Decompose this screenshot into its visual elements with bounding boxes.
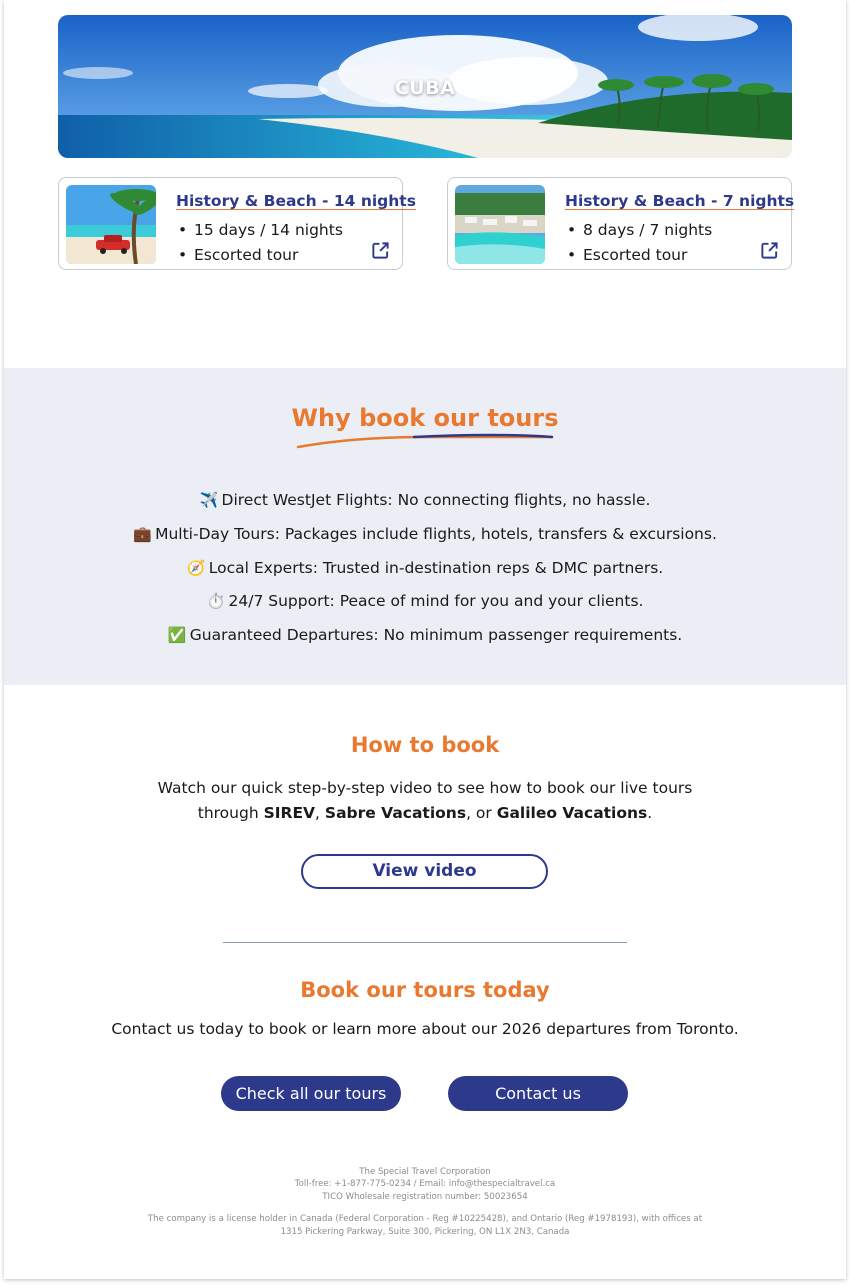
tour-title-link[interactable]: History & Beach - 14 nights [176, 192, 416, 210]
tour-type: • Escorted tour [565, 243, 712, 268]
benefits-list [4, 484, 846, 653]
footer-address: 1315 Pickering Parkway, Suite 300, Pickering, ON L1X 2N3, Canada [280, 1226, 570, 1237]
tour-card[interactable] [58, 177, 416, 270]
benefit-item: ✈️ Direct WestJet Flights: No connecting flights, no hassle. [4, 484, 846, 518]
tour-details-list [176, 218, 343, 268]
why-book-title: Why book our tours [291, 404, 559, 432]
system-galileo: Galileo Vacations [496, 804, 648, 822]
compass-icon: 🧭 [186, 558, 206, 577]
hero-title: CUBA [394, 77, 456, 99]
tour-title-link[interactable]: History & Beach - 7 nights [565, 192, 795, 210]
tour-details-list [565, 218, 712, 268]
footer-contact[interactable]: Toll-free: +1-877-775-0234 / Email: info@thespecialtravel.ca [294, 1179, 556, 1190]
external-link-icon[interactable] [371, 241, 390, 260]
hero-banner[interactable] [58, 15, 792, 158]
tour-card[interactable] [447, 177, 795, 270]
section-divider [223, 942, 627, 943]
tour-duration: • 8 days / 7 nights [565, 218, 712, 243]
footer [4, 1166, 846, 1238]
contact-us-button[interactable]: Contact us [448, 1076, 628, 1111]
how-to-book-text: Watch our quick step-by-step video to see how to book our live tours through SIREV, Sabre Vacations, or Galileo Vacations. [157, 779, 693, 822]
check-all-tours-button[interactable]: Check all our tours [221, 1076, 401, 1111]
underline-swoosh-icon [294, 429, 556, 451]
external-link-icon[interactable] [760, 241, 779, 260]
briefcase-icon: 💼 [133, 524, 152, 543]
tour-thumbnail-car-beach[interactable] [66, 185, 156, 264]
airplane-icon: ✈️ [199, 491, 219, 509]
footer-company: The Special Travel Corporation [359, 1167, 491, 1177]
system-sabre: Sabre Vacations [324, 804, 467, 822]
system-sirev: SIREV [263, 804, 316, 822]
book-today-text: Contact us today to book or learn more about our 2026 departures from Toronto. [111, 1020, 739, 1038]
car-on-beach-image [66, 185, 156, 264]
stopwatch-icon: ⏱️ [206, 592, 226, 611]
email-page [4, 0, 846, 1279]
tour-type: • Escorted tour [176, 243, 343, 268]
footer-license: The company is a license holder in Canada (Federal Corporation - Reg #10225428), and Ontario (Reg #1978193), with offices at [147, 1214, 703, 1225]
checkmark-icon: ✅ [167, 626, 187, 645]
benefit-item: ✅ Guaranteed Departures: No minimum passenger requirements. [4, 619, 846, 653]
benefit-item: 🧭 Local Experts: Trusted in-destination reps & DMC partners. [4, 552, 846, 586]
benefit-item: ⏱️ 24/7 Support: Peace of mind for you and your clients. [4, 585, 846, 619]
footer-tico: TICO Wholesale registration number: 50023654 [322, 1191, 528, 1202]
why-book-section [4, 368, 846, 685]
how-to-book-title: How to book [350, 733, 500, 757]
book-today-title: Book our tours today [300, 978, 550, 1002]
resort-aerial-image [455, 185, 545, 264]
tour-thumbnail-resort[interactable] [455, 185, 545, 264]
tour-duration: • 15 days / 14 nights [176, 218, 343, 243]
view-video-button[interactable]: View video [301, 854, 548, 889]
benefit-item: 💼 Multi-Day Tours: Packages include flights, hotels, transfers & excursions. [4, 518, 846, 552]
